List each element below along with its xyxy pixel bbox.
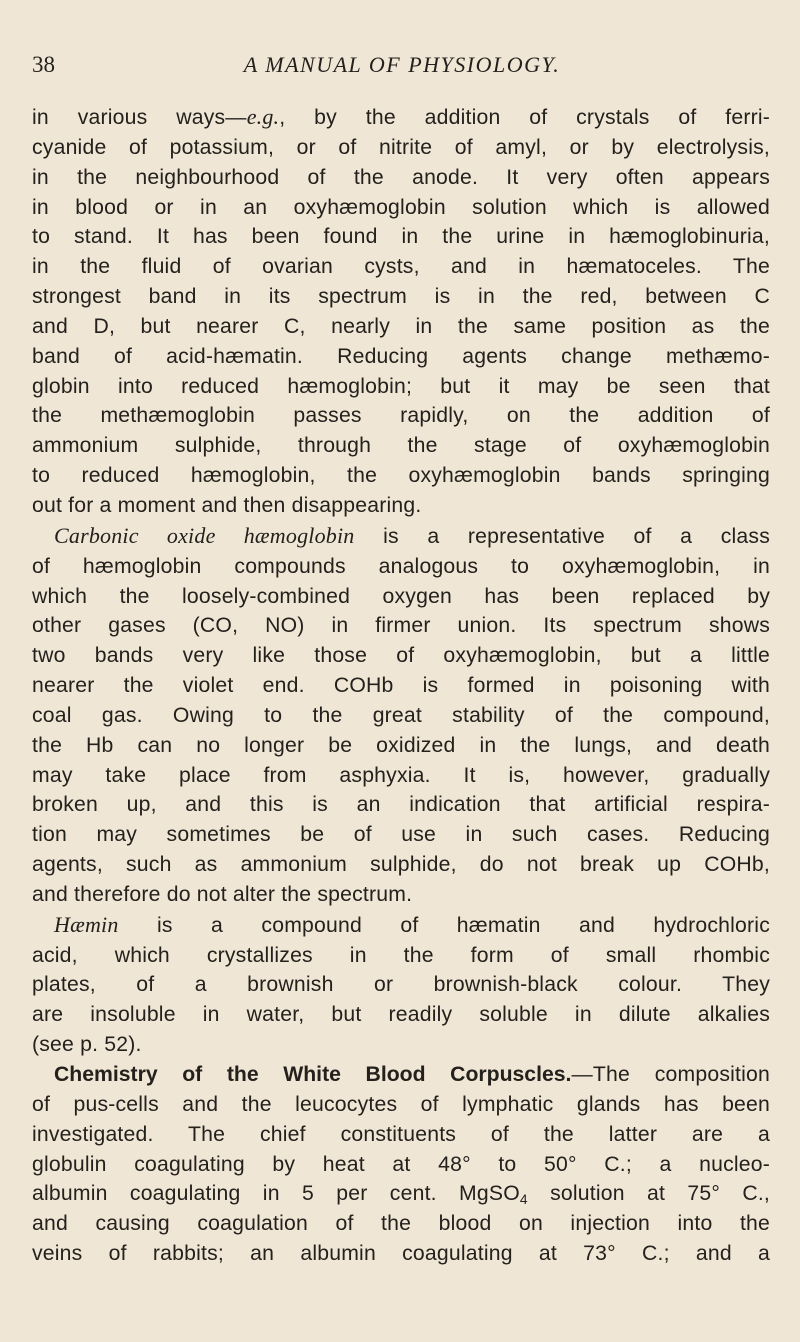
text-line: are insoluble in water, but readily soluble in dilute alkalies <box>32 1003 770 1027</box>
text-line: of hæmoglobin compounds analogous to oxyhæmoglobin, in <box>32 554 770 578</box>
text-line: to reduced hæmoglobin, the oxyhæmoglobin bands springing <box>32 464 770 488</box>
text-line: strongest band in its spectrum is in the red, between C <box>32 285 770 309</box>
text-line: and causing coagulation of the blood on injection into the <box>32 1212 770 1236</box>
text-line: ammonium sulphide, through the stage of oxyhæmoglobin <box>32 434 770 458</box>
text-line: the Hb can no longer be oxidized in the lungs, and death <box>32 733 770 757</box>
page-number: 38 <box>32 52 55 77</box>
text-line: broken up, and this is an indication that artificial respira- <box>32 793 770 817</box>
paragraph-carbonic-oxide-haemoglobin <box>32 521 770 910</box>
text-line: Chemistry of the White Blood Corpuscles.—The composition <box>54 1063 771 1086</box>
running-title: A MANUAL OF PHYSIOLOGY. <box>243 52 561 77</box>
text-line: other gases (CO, NO) in firmer union. Its spectrum shows <box>32 614 770 638</box>
subscript: 4 <box>519 1192 528 1208</box>
text-line: in various ways—e.g., by the addition of crystals of ferri- <box>32 104 770 129</box>
paragraph-haemin <box>32 910 770 1060</box>
text-line: may take place from asphyxia. It is, however, gradually <box>32 763 770 787</box>
page-header <box>32 52 772 92</box>
text-line: acid, which crystallizes in the form of small rhombic <box>32 943 770 967</box>
text-line: band of acid-hæmatin. Reducing agents change methæmo- <box>32 344 770 368</box>
paragraph-white-blood-corpuscles <box>32 1060 770 1269</box>
text-line: in the fluid of ovarian cysts, and in hæmatoceles. The <box>32 255 770 279</box>
text-line: veins of rabbits; an albumin coagulating at 73° C.; and a <box>32 1242 770 1266</box>
text-line: to stand. It has been found in the urine in hæmoglobinuria, <box>32 225 770 249</box>
text-line: in the neighbourhood of the anode. It very often appears <box>32 165 770 189</box>
text-line: of pus-cells and the leucocytes of lymphatic glands has been <box>32 1092 770 1116</box>
text-line: Hæmin is a compound of hæmatin and hydrochloric <box>54 911 770 937</box>
text-line: in blood or in an oxyhæmoglobin solution which is allowed <box>32 195 770 219</box>
text-line: and therefore do not alter the spectrum. <box>32 882 413 906</box>
text-line: albumin coagulating in 5 per cent. MgSO$_4$ solution at 75° C., <box>32 1182 771 1208</box>
text-line: Carbonic oxide hæmoglobin is a representative of a class <box>54 522 771 548</box>
term-carbonic-oxide-haemoglobin: Carbonic oxide hæmoglobin <box>54 522 355 548</box>
text-line: the methæmoglobin passes rapidly, on the addition of <box>32 404 770 428</box>
text-line: globin into reduced hæmoglobin; but it may be seen that <box>32 374 770 398</box>
text-line: cyanide of potassium, or of nitrite of amyl, or by electrolysis, <box>32 135 770 159</box>
text-line: tion may sometimes be of use in such cases. Reducing <box>32 823 770 847</box>
text-line: (see p. 52). <box>32 1033 142 1057</box>
text-line: globulin coagulating by heat at 48° to 50° C.; a nucleo- <box>32 1152 770 1176</box>
text-line: coal gas. Owing to the great stability of the compound, <box>32 703 770 727</box>
text-line: investigated. The chief constituents of the latter are a <box>32 1122 770 1146</box>
text-line: out for a moment and then disappearing. <box>32 493 422 517</box>
text-line: agents, such as ammonium sulphide, do not break up COHb, <box>32 853 770 877</box>
text-line: which the loosely-combined oxygen has been replaced by <box>32 584 770 608</box>
body-text <box>32 102 770 1269</box>
text-line: nearer the violet end. COHb is formed in poisoning with <box>32 674 770 698</box>
text-line: and D, but nearer C, nearly in the same position as the <box>32 314 770 338</box>
section-heading: Chemistry of the White Blood Corpuscles. <box>54 1063 572 1086</box>
paragraph-methaemoglobin <box>32 102 770 521</box>
text-line: plates, of a brownish or brownish-black colour. They <box>32 973 770 997</box>
text-line: two bands very like those of oxyhæmoglobin, but a little <box>32 644 770 668</box>
term-haemin: Hæmin <box>54 911 119 937</box>
